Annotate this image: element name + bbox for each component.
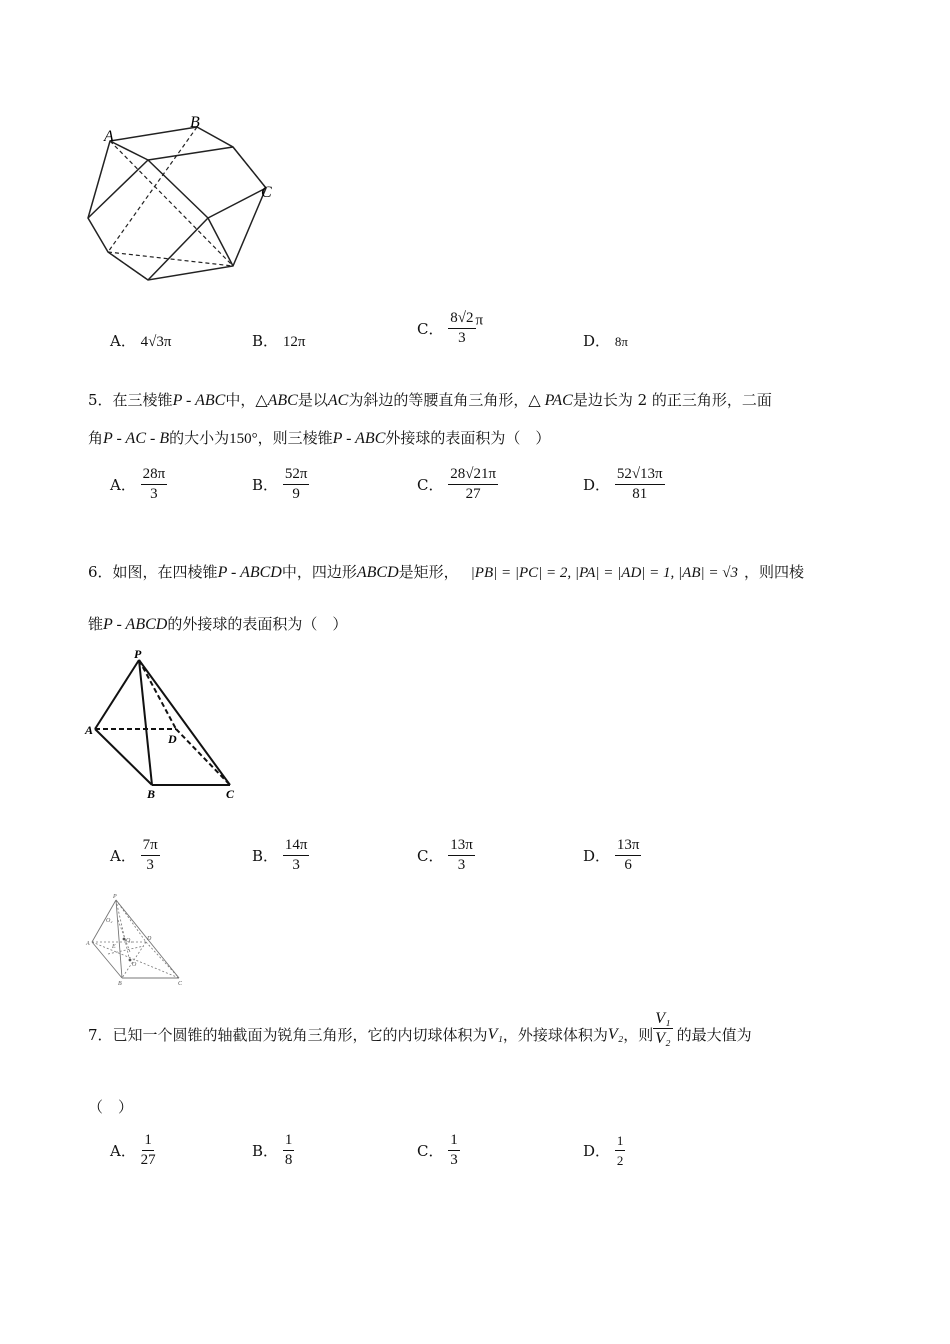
option-letter: D． [583,1142,611,1160]
math: P - ABC [332,430,386,447]
option-letter: C． [417,847,444,865]
option-letter: B． [252,332,279,350]
q7-text: 的最大值为 [676,1026,752,1044]
fraction-numerator: 52π [283,466,310,485]
fraction-numerator: 1 [142,1132,154,1151]
q7-text: ，外接球体积为 [502,1026,608,1044]
fraction-denominator: 3 [457,857,466,873]
q5-text: 是以 [297,391,328,409]
q7-option-a[interactable] [110,1132,156,1169]
solution-label-o1: O₁ [126,938,133,944]
fraction-numerator: 7π [141,837,160,856]
option-letter: D． [583,332,611,350]
q5-line-1 [88,390,772,411]
q5-text: 外接球的表面积为（ ） [385,429,551,447]
fraction-denominator: 9 [292,486,300,502]
option-letter: C． [417,1142,444,1160]
option-letter: A． [110,1142,136,1160]
option-fraction [141,466,168,503]
option-letter: D． [583,847,611,865]
option-fraction [448,310,475,347]
q6-text: 如图，在四棱锥 [112,563,218,581]
math: V₁ [487,1026,503,1043]
fraction-denominator: 2 [616,1153,624,1168]
q5-option-d[interactable] [583,466,665,503]
math: P - ABC [172,392,226,409]
option-letter: A． [110,847,136,865]
solution-label-o2: O₂ [106,918,113,924]
fraction-numerator: 13π [615,837,642,856]
math: 150° [229,431,258,447]
q6-option-b[interactable] [252,837,309,874]
q5-text: 的大小为 [169,429,230,447]
vertex-label-d: D [168,732,177,746]
q6-option-c[interactable] [417,837,475,874]
option-fraction [448,837,475,874]
solution-label-d: D [147,936,152,942]
option-fraction [141,1132,156,1169]
fraction-denominator: 3 [150,486,158,502]
q5-text: 是边长为 2 的正三角形，二面 [572,391,772,409]
q7-text: 已知一个圆锥的轴截面为锐角三角形，它的内切球体积为 [112,1026,488,1044]
option-letter: A． [110,332,136,350]
option-letter: C． [417,476,444,494]
option-fraction [283,837,310,874]
fraction-denominator: 3 [458,330,466,346]
fraction-numerator: V₁ [655,1009,671,1027]
q5-text: 为斜边的等腰直角三角形， [348,391,529,409]
fraction-denominator: 27 [465,486,481,502]
fraction-denominator: 81 [632,486,648,502]
q5-option-a[interactable] [110,466,167,503]
fraction-numerator: 1 [615,1132,626,1151]
polyhedron-figure [80,105,280,290]
question-number: 6． [88,563,113,581]
vertex-label-c: C [226,787,235,801]
option-suffix: π [475,312,484,329]
q7-text: ，则 [623,1026,654,1044]
option-fraction [448,466,498,503]
q6-text: ，则四棱 [743,563,804,581]
option-value: 4√3π [140,334,172,350]
q6-text: 的外接球的表面积为（ ） [167,615,348,633]
q6-text: 是矩形， [398,563,459,581]
vertex-label-p: P [134,647,142,661]
fraction-numerator: 1 [283,1132,295,1151]
vertex-label-b: B [190,114,200,131]
q5-option-c[interactable] [417,466,498,503]
solution-figure [84,890,189,986]
solution-label-a: A [86,941,90,947]
q4-option-a[interactable] [110,330,171,351]
fraction-numerator: 14π [283,837,310,856]
q5-text: 中， [225,391,256,409]
pyramid-figure [84,645,244,805]
question-number: 7． [88,1026,113,1044]
fraction-denominator: V₂ [655,1029,671,1047]
fraction-denominator: 27 [140,1152,156,1168]
solution-label-c: C [178,981,183,986]
question-number: 5． [88,391,113,409]
vertex-label-b: B [147,787,156,801]
option-letter: C． [417,320,444,338]
q7-line-1 [88,1010,752,1060]
option-letter: B． [252,476,279,494]
q6-text: 中，四边形 [281,563,357,581]
q4-option-d[interactable] [583,330,628,351]
q6-option-a[interactable] [110,837,160,874]
q7-option-d[interactable] [583,1132,625,1169]
option-value: 12π [282,334,306,350]
q5-option-b[interactable] [252,466,309,503]
q5-text: 角 [88,429,104,447]
fraction-denominator: 3 [450,1152,458,1168]
q6-line-1 [88,562,804,583]
fraction-denominator: 3 [146,857,154,873]
v-ratio-fraction [653,1010,672,1047]
math: ABCD [356,564,399,581]
q5-text: 在三棱锥 [112,391,173,409]
q6-line-2 [88,614,347,635]
q4-option-c[interactable] [417,310,483,347]
q7-paren: （ ） [88,1098,134,1116]
math: P - ABCD [103,616,168,633]
fraction-denominator: 6 [624,857,632,873]
q4-option-b[interactable] [252,330,305,351]
option-value: 8π [614,334,628,349]
fraction-numerator: 28π [141,466,168,485]
fraction-numerator: 8√2 [448,310,475,329]
option-fraction [615,466,665,503]
q6-text: 锥 [88,615,104,633]
vertex-label-a: A [85,723,94,737]
option-fraction [283,1132,295,1169]
vertex-label-c: C [261,184,272,201]
fraction-numerator: 13π [448,837,475,856]
condition-math: |PB| = |PC| = 2, |PA| = |AD| = 1, |AB| = √3 [470,565,738,581]
fraction-numerator: 52√13π [615,466,665,485]
solution-label-o: O [132,962,137,968]
fraction-denominator: 3 [292,857,300,873]
solution-label-p: P [113,894,117,900]
fraction-numerator: 28√21π [448,466,498,485]
option-letter: B． [252,1142,279,1160]
option-fraction [141,837,160,874]
q7-option-b[interactable] [252,1132,294,1169]
math: V₂ [607,1026,624,1043]
option-letter: A． [110,476,136,494]
q5-text: ，则三棱锥 [257,429,333,447]
math: AC [327,392,349,409]
math: P - ABCD [217,564,282,581]
option-fraction [615,1132,626,1169]
option-letter: D． [583,476,611,494]
fraction-numerator: 1 [448,1132,460,1151]
solution-label-b: B [118,981,122,986]
math: △ PAC [528,392,573,409]
option-fraction [283,466,310,503]
option-fraction [615,837,642,874]
fraction-denominator: 8 [284,1152,293,1168]
option-fraction [448,1132,460,1169]
option-letter: B． [252,847,279,865]
q6-option-d[interactable] [583,837,641,874]
math: △ABC [255,392,298,409]
vertex-label-a: A [104,128,114,145]
q5-line-2 [88,428,550,449]
q7-option-c[interactable] [417,1132,460,1169]
math: P - AC - B [103,430,170,447]
solution-label-e: E [112,944,116,950]
